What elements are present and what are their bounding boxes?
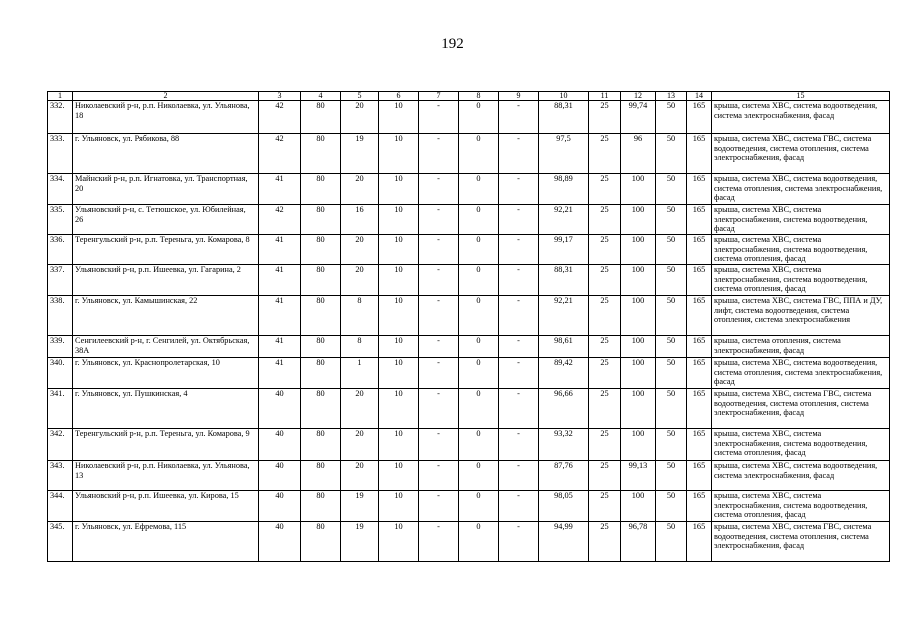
value-cell: 165 [687,461,712,491]
value-cell: 50 [656,336,687,358]
value-cell: 0 [459,358,499,389]
table-body [48,101,890,562]
value-cell: 0 [459,522,499,562]
value-cell: 100 [621,296,656,336]
value-cell: 100 [621,235,656,265]
value-cell: 50 [656,134,687,174]
value-cell: 0 [459,205,499,235]
work-types-cell: крыша, система ХВС, система электроснабжения, система водоотведения, фасад [712,205,890,235]
address-cell: г. Ульяновск, ул. Пушкинская, 4 [73,389,259,429]
work-types-cell: крыша, система ХВС, система электроснабжения, система водоотведения, система отопления, фасад [712,235,890,265]
row-number: 345. [48,522,73,562]
value-cell: 87,76 [539,461,589,491]
value-cell: 1 [341,358,379,389]
value-cell: 20 [341,429,379,461]
column-number: 8 [459,92,499,101]
work-types-cell: крыша, система ХВС, система водоотведения, система электроснабжения, фасад [712,461,890,491]
value-cell: 41 [259,174,301,205]
value-cell: 165 [687,522,712,562]
value-cell: 165 [687,389,712,429]
address-cell: Николаевский р-н, р.п. Николаевка, ул. Ульянова, 13 [73,461,259,491]
value-cell: - [419,174,459,205]
value-cell: 25 [589,265,621,296]
column-number: 13 [656,92,687,101]
value-cell: 80 [301,134,341,174]
value-cell: 96,66 [539,389,589,429]
value-cell: - [419,101,459,134]
value-cell: 19 [341,134,379,174]
value-cell: 8 [341,336,379,358]
value-cell: 19 [341,491,379,522]
row-number: 338. [48,296,73,336]
work-types-cell: крыша, система ХВС, система электроснабжения, система водоотведения, система отопления, фасад [712,265,890,296]
value-cell: 50 [656,296,687,336]
value-cell: 50 [656,265,687,296]
table-row [48,296,890,336]
value-cell: - [499,265,539,296]
value-cell: 165 [687,358,712,389]
value-cell: 80 [301,522,341,562]
value-cell: - [419,265,459,296]
value-cell: 40 [259,491,301,522]
table-row [48,389,890,429]
value-cell: 100 [621,429,656,461]
row-number: 343. [48,461,73,491]
value-cell: - [499,522,539,562]
value-cell: 25 [589,389,621,429]
column-number: 5 [341,92,379,101]
value-cell: 20 [341,235,379,265]
row-number: 334. [48,174,73,205]
value-cell: 99,74 [621,101,656,134]
column-number: 12 [621,92,656,101]
table-row [48,235,890,265]
value-cell: 88,31 [539,101,589,134]
table-row [48,336,890,358]
value-cell: 10 [379,134,419,174]
table-row [48,491,890,522]
value-cell: - [419,296,459,336]
value-cell: 20 [341,389,379,429]
row-number: 337. [48,265,73,296]
value-cell: - [419,235,459,265]
value-cell: 19 [341,522,379,562]
address-cell: г. Ульяновск, ул. Камышинская, 22 [73,296,259,336]
value-cell: 10 [379,461,419,491]
value-cell: 80 [301,101,341,134]
housing-repair-table [47,91,890,562]
value-cell: 100 [621,358,656,389]
value-cell: - [499,134,539,174]
value-cell: 0 [459,265,499,296]
value-cell: 94,99 [539,522,589,562]
value-cell: 25 [589,134,621,174]
work-types-cell: крыша, система ХВС, система водоотведения, система отопления, система электроснабжения, фасад [712,174,890,205]
value-cell: - [499,174,539,205]
value-cell: 97,5 [539,134,589,174]
address-cell: г. Ульяновск, ул. Ефремова, 115 [73,522,259,562]
work-types-cell: крыша, система ХВС, система ГВС, система водоотведения, система отопления, система электроснабжения, фасад [712,522,890,562]
value-cell: 10 [379,491,419,522]
value-cell: - [499,491,539,522]
table-row [48,358,890,389]
value-cell: 10 [379,296,419,336]
value-cell: - [499,358,539,389]
address-cell: Ульяновский р-н, р.п. Ишеевка, ул. Кирова, 15 [73,491,259,522]
value-cell: 92,21 [539,296,589,336]
value-cell: 0 [459,389,499,429]
value-cell: 89,42 [539,358,589,389]
value-cell: 98,61 [539,336,589,358]
value-cell: 8 [341,296,379,336]
value-cell: 25 [589,491,621,522]
work-types-cell: крыша, система отопления, система электроснабжения, фасад [712,336,890,358]
table-row [48,205,890,235]
value-cell: 165 [687,429,712,461]
row-number: 342. [48,429,73,461]
value-cell: 41 [259,265,301,296]
table-row [48,265,890,296]
column-number: 7 [419,92,459,101]
value-cell: - [419,134,459,174]
value-cell: 0 [459,491,499,522]
value-cell: 41 [259,296,301,336]
column-number: 3 [259,92,301,101]
value-cell: 20 [341,461,379,491]
work-types-cell: крыша, система ХВС, система ГВС, ППА и ДУ, лифт, система водоотведения, система отопления, система электроснабжения [712,296,890,336]
table-row [48,174,890,205]
value-cell: - [499,461,539,491]
value-cell: 165 [687,235,712,265]
value-cell: 25 [589,358,621,389]
value-cell: 165 [687,174,712,205]
row-number: 333. [48,134,73,174]
value-cell: 10 [379,235,419,265]
value-cell: - [499,205,539,235]
table-row [48,461,890,491]
value-cell: 100 [621,174,656,205]
value-cell: - [419,358,459,389]
value-cell: 0 [459,101,499,134]
value-cell: 10 [379,336,419,358]
address-cell: Майнский р-н, р.п. Игнатовка, ул. Транспортная, 20 [73,174,259,205]
value-cell: 165 [687,205,712,235]
value-cell: 25 [589,461,621,491]
value-cell: 10 [379,101,419,134]
address-cell: Сенгилеевский р-н, г. Сенгилей, ул. Октябрьская, 38А [73,336,259,358]
value-cell: 165 [687,336,712,358]
value-cell: 0 [459,174,499,205]
value-cell: 20 [341,174,379,205]
table-row [48,134,890,174]
value-cell: - [499,235,539,265]
address-cell: Николаевский р-н, р.п. Николаевка, ул. Ульянова, 18 [73,101,259,134]
work-types-cell: крыша, система ХВС, система электроснабжения, система водоотведения, система отопления, фасад [712,491,890,522]
value-cell: 0 [459,296,499,336]
value-cell: 42 [259,101,301,134]
column-number: 14 [687,92,712,101]
value-cell: 98,05 [539,491,589,522]
row-number: 336. [48,235,73,265]
value-cell: 0 [459,235,499,265]
value-cell: 20 [341,101,379,134]
value-cell: - [419,205,459,235]
value-cell: 20 [341,265,379,296]
value-cell: 80 [301,174,341,205]
value-cell: 25 [589,296,621,336]
value-cell: - [499,389,539,429]
value-cell: 10 [379,174,419,205]
value-cell: 96 [621,134,656,174]
value-cell: 80 [301,461,341,491]
column-number: 2 [73,92,259,101]
address-cell: Теренгульский р-н, р.п. Тереньга, ул. Комарова, 9 [73,429,259,461]
value-cell: 42 [259,205,301,235]
value-cell: 25 [589,429,621,461]
row-number: 339. [48,336,73,358]
work-types-cell: крыша, система ХВС, система ГВС, система водоотведения, система отопления, система электроснабжения, фасад [712,134,890,174]
value-cell: 50 [656,389,687,429]
value-cell: 80 [301,389,341,429]
value-cell: 10 [379,358,419,389]
column-number-row [48,92,890,101]
value-cell: 165 [687,491,712,522]
address-cell: г. Ульяновск, ул. Рябикова, 88 [73,134,259,174]
value-cell: 10 [379,522,419,562]
address-cell: Ульяновский р-н, р.п. Ишеевка, ул. Гагарина, 2 [73,265,259,296]
value-cell: 88,31 [539,265,589,296]
value-cell: 100 [621,205,656,235]
row-number: 344. [48,491,73,522]
value-cell: 99,13 [621,461,656,491]
value-cell: 40 [259,522,301,562]
value-cell: 80 [301,429,341,461]
value-cell: 50 [656,101,687,134]
value-cell: - [419,491,459,522]
value-cell: 10 [379,389,419,429]
column-number: 10 [539,92,589,101]
page-number: 192 [441,36,464,52]
value-cell: 92,21 [539,205,589,235]
value-cell: 0 [459,336,499,358]
value-cell: 40 [259,429,301,461]
value-cell: 80 [301,265,341,296]
value-cell: 25 [589,522,621,562]
value-cell: 41 [259,358,301,389]
value-cell: 80 [301,296,341,336]
value-cell: 25 [589,235,621,265]
value-cell: 10 [379,265,419,296]
value-cell: - [419,461,459,491]
column-number: 15 [712,92,890,101]
value-cell: 93,32 [539,429,589,461]
work-types-cell: крыша, система ХВС, система водоотведения, система электроснабжения, фасад [712,101,890,134]
value-cell: 42 [259,134,301,174]
value-cell: 50 [656,522,687,562]
row-number: 332. [48,101,73,134]
row-number: 340. [48,358,73,389]
value-cell: 16 [341,205,379,235]
value-cell: - [499,429,539,461]
column-number: 1 [48,92,73,101]
value-cell: 40 [259,461,301,491]
value-cell: 50 [656,461,687,491]
address-cell: Ульяновский р-н, с. Тетюшское, ул. Юбилейная, 26 [73,205,259,235]
value-cell: 80 [301,336,341,358]
value-cell: 41 [259,336,301,358]
value-cell: 80 [301,235,341,265]
column-number: 6 [379,92,419,101]
value-cell: - [419,429,459,461]
work-types-cell: крыша, система ХВС, система электроснабжения, система водоотведения, система отопления, фасад [712,429,890,461]
value-cell: 99,17 [539,235,589,265]
value-cell: 40 [259,389,301,429]
value-cell: 100 [621,265,656,296]
value-cell: 10 [379,205,419,235]
value-cell: 98,89 [539,174,589,205]
row-number: 335. [48,205,73,235]
value-cell: - [499,336,539,358]
value-cell: 80 [301,205,341,235]
value-cell: 165 [687,134,712,174]
work-types-cell: крыша, система ХВС, система ГВС, система водоотведения, система отопления, система электроснабжения, фасад [712,389,890,429]
value-cell: 165 [687,265,712,296]
value-cell: 100 [621,389,656,429]
value-cell: 50 [656,235,687,265]
column-number: 9 [499,92,539,101]
value-cell: 0 [459,134,499,174]
column-number: 11 [589,92,621,101]
value-cell: - [419,389,459,429]
value-cell: 100 [621,336,656,358]
value-cell: 50 [656,358,687,389]
value-cell: 10 [379,429,419,461]
address-cell: г. Ульяновск, ул. Краснопролетарская, 10 [73,358,259,389]
table-row [48,429,890,461]
row-number: 341. [48,389,73,429]
value-cell: 50 [656,205,687,235]
table-row [48,522,890,562]
value-cell: 50 [656,174,687,205]
value-cell: 165 [687,101,712,134]
value-cell: 80 [301,358,341,389]
value-cell: 25 [589,101,621,134]
value-cell: 50 [656,491,687,522]
address-cell: Теренгульский р-н, р.п. Тереньга, ул. Комарова, 8 [73,235,259,265]
value-cell: 165 [687,296,712,336]
value-cell: 25 [589,174,621,205]
value-cell: 80 [301,491,341,522]
value-cell: 25 [589,336,621,358]
value-cell: 0 [459,461,499,491]
value-cell: 100 [621,491,656,522]
value-cell: 50 [656,429,687,461]
value-cell: - [419,336,459,358]
table-row [48,101,890,134]
work-types-cell: крыша, система ХВС, система водоотведения, система отопления, система электроснабжения, фасад [712,358,890,389]
value-cell: - [499,101,539,134]
value-cell: 25 [589,205,621,235]
value-cell: 96,78 [621,522,656,562]
value-cell: 41 [259,235,301,265]
value-cell: - [499,296,539,336]
value-cell: 0 [459,429,499,461]
value-cell: - [419,522,459,562]
column-number: 4 [301,92,341,101]
